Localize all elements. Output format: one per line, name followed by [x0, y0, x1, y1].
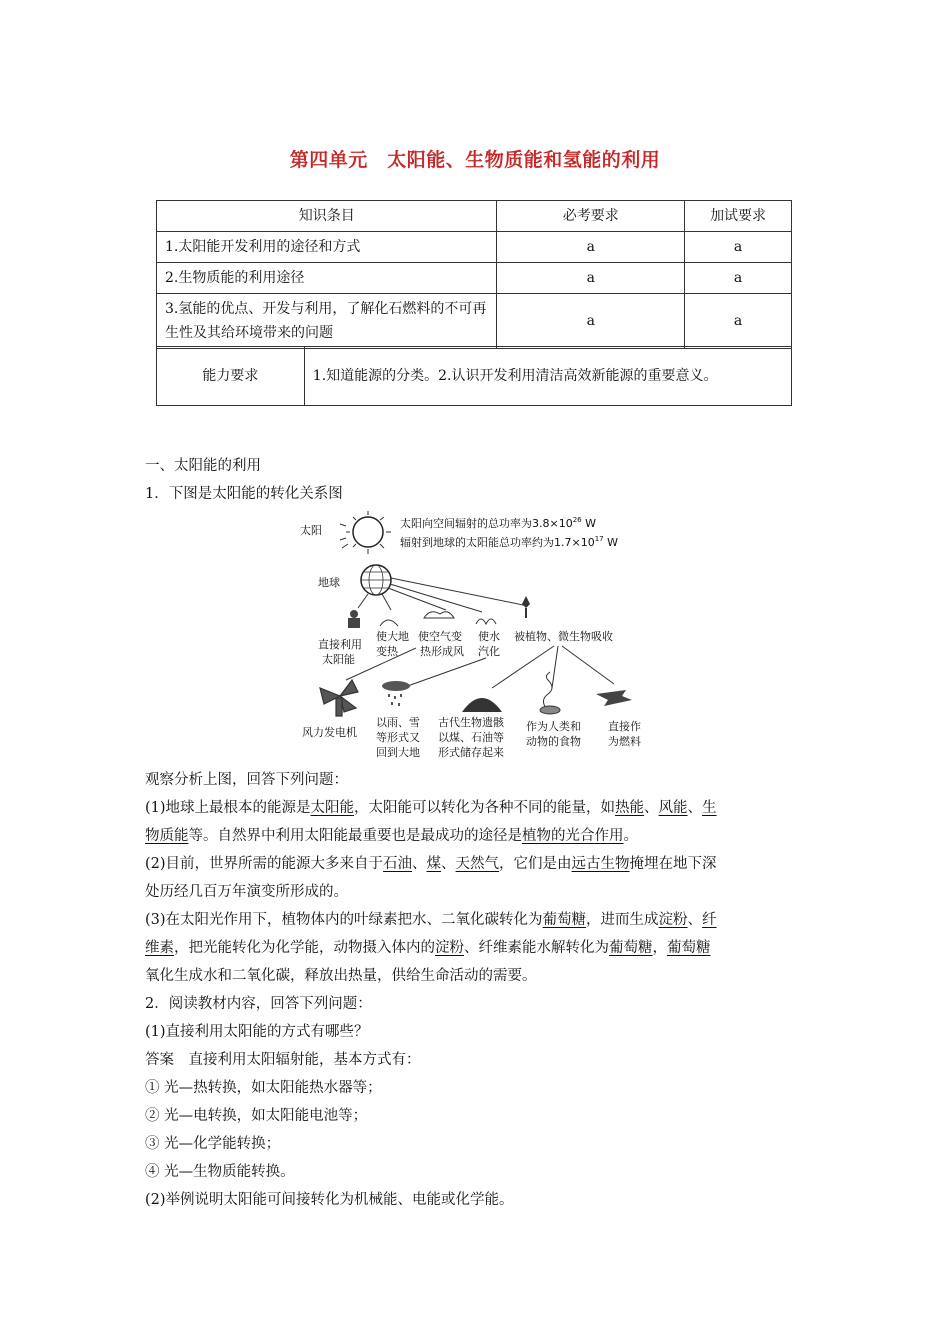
- table-row: [157, 232, 792, 263]
- label-sun: 太阳: [300, 524, 322, 537]
- table-row: [157, 347, 792, 406]
- ground-icon: [380, 620, 398, 626]
- list-item: ② 光—电转换，如太阳能电池等；: [145, 1108, 368, 1124]
- label-food-2: 动物的食物: [526, 735, 581, 748]
- paragraph-1: (1)地球上最根本的能源是太阳能，太阳能可以转化为各种不同的能量，如热能、风能、生: [145, 800, 717, 816]
- label-rain-3: 回到大地: [376, 746, 420, 759]
- person-icon: [348, 610, 360, 628]
- label-power-earth: 辐射到地球的太阳能总功率约为$1.7\times 10^{17}$ W: [400, 535, 619, 549]
- label-power-space: 太阳向空间辐射的总功率为$3.8\times 10^{26}$ W: [400, 516, 597, 530]
- label-fossil-3: 形式储存起来: [438, 746, 504, 759]
- label-direct-use-2: 太阳能: [322, 653, 355, 666]
- ability-text: 1.知道能源的分类。2.认识开发利用清洁高效新能源的重要意义。: [304, 347, 791, 406]
- ability-table: [156, 346, 792, 406]
- section-heading: 一、太阳能的利用: [145, 458, 261, 474]
- paragraph-3: (3)在太阳光作用下，植物体内的叶绿素把水、二氧化碳转化为葡萄糖，进而生成淀粉、纤: [145, 912, 717, 928]
- label-water-2: 汽化: [478, 645, 500, 658]
- paragraph-2: (2)目前，世界所需的能源大多来自于石油、煤、天然气，它们是由远古生物掩埋在地下深: [145, 856, 717, 872]
- paragraph-3-cont: 维素，把光能转化为化学能，动物摄入体内的淀粉、纤维素能水解转化为葡萄糖，葡萄糖: [145, 940, 711, 956]
- label-direct-use: 直接利用: [318, 638, 362, 651]
- label-rain: 以雨、雪: [376, 716, 420, 729]
- question-1: 1．下图是太阳能的转化关系图: [145, 486, 343, 502]
- list-item: ① 光—热转换，如太阳能热水器等；: [145, 1080, 382, 1096]
- table-row: [157, 263, 792, 294]
- water-icon: [476, 619, 496, 624]
- col-header: 加试要求: [685, 201, 792, 232]
- ability-label: 能力要求: [157, 347, 305, 406]
- table-cell: a: [685, 232, 792, 263]
- label-fossil-2: 以煤、石油等: [438, 731, 504, 744]
- paragraph-2-cont: 处历经几百万年演变所形成的。: [145, 884, 348, 900]
- sun-icon: [340, 511, 391, 554]
- col-header: 知识条目: [157, 201, 497, 232]
- food-icon: [540, 672, 560, 714]
- table-cell: a: [497, 294, 685, 349]
- firewood-icon: [596, 690, 632, 706]
- list-item: ④ 光—生物质能转换。: [145, 1164, 295, 1180]
- observe-prompt: 观察分析上图，回答下列问题：: [145, 772, 348, 788]
- question-2-1: (1)直接利用太阳能的方式有哪些？: [145, 1024, 369, 1040]
- solar-conversion-figure: [296, 508, 656, 770]
- paragraph-3-end: 氧化生成水和二氧化碳，释放出热量，供给生命活动的需要。: [145, 968, 537, 984]
- label-fuel-2: 为燃料: [608, 735, 641, 748]
- label-water: 使水: [478, 630, 500, 643]
- table-cell: 3.氢能的优点、开发与利用，了解化石燃料的不可再生性及其给环境带来的问题: [157, 294, 497, 349]
- label-ground-heat-2: 变热: [376, 645, 398, 658]
- col-header: 必考要求: [497, 201, 685, 232]
- label-fuel: 直接作: [608, 720, 641, 733]
- question-2: 2．阅读教材内容，回答下列问题：: [145, 996, 372, 1012]
- paragraph-1-cont: 物质能等。自然界中利用太阳能最重要也是最成功的途径是植物的光合作用。: [145, 828, 638, 844]
- rain-icon: [382, 681, 410, 706]
- label-wind: 使空气变: [418, 630, 462, 643]
- cloud-icon: [424, 612, 454, 618]
- table-cell: 1.太阳能开发利用的途径和方式: [157, 232, 497, 263]
- label-food: 作为人类和: [526, 720, 581, 733]
- table-cell: a: [685, 263, 792, 294]
- coal-pile-icon: [462, 698, 502, 712]
- question-2-2: (2)举例说明太阳能可间接转化为机械能、电能或化学能。: [145, 1192, 514, 1208]
- list-item: ③ 光—化学能转换；: [145, 1136, 281, 1152]
- answer-line: 答案 直接利用太阳辐射能，基本方式有：: [145, 1052, 421, 1068]
- table-header-row: [157, 201, 792, 232]
- label-earth: 地球: [318, 576, 340, 589]
- page-title: 第四单元 太阳能、生物质能和氢能的利用: [289, 149, 661, 171]
- table-cell: a: [497, 263, 685, 294]
- analysis-section: [145, 766, 810, 1214]
- knowledge-table: [156, 200, 792, 349]
- table-cell: a: [497, 232, 685, 263]
- table-cell: 2.生物质能的利用途径: [157, 263, 497, 294]
- table-cell: a: [685, 294, 792, 349]
- label-wind-2: 热形成风: [420, 645, 464, 658]
- plant-icon: [522, 596, 530, 618]
- windmill-icon: [320, 680, 358, 716]
- earth-icon: [361, 565, 391, 595]
- section-one: [145, 452, 810, 508]
- table-row: [157, 294, 792, 349]
- label-fossil: 古代生物遗骸: [438, 716, 504, 729]
- label-rain-2: 等形式又: [376, 731, 420, 744]
- label-windmill: 风力发电机: [302, 726, 357, 739]
- label-ground-heat: 使大地: [376, 630, 409, 643]
- label-plant: 被植物、微生物吸收: [514, 630, 613, 643]
